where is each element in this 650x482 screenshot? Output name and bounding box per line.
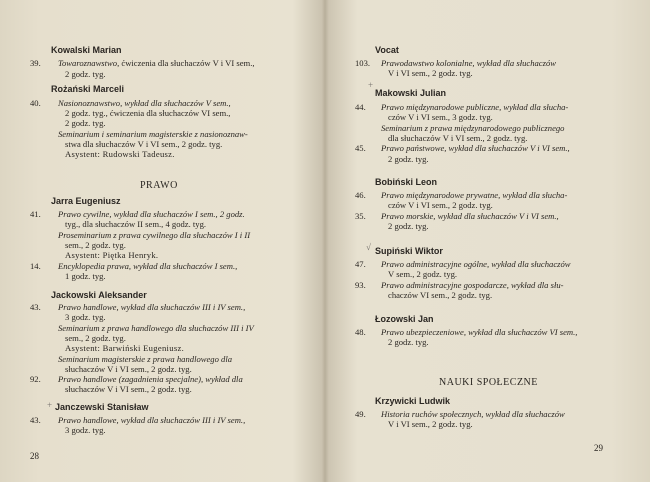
course-line: Prawodawstwo kolonialne, wykład dla słuchaczów: [381, 58, 556, 68]
course-line: Asystent: Piętka Henryk.: [65, 250, 159, 261]
course-line: Seminarium magisterskie z prawa handlowego dla: [58, 353, 233, 364]
course-line: 2 godz. tyg.: [65, 118, 106, 128]
course-number: 35.: [355, 210, 366, 221]
course-line: słuchaczów V i VI sem., 2 godz. tyg.: [65, 384, 192, 395]
course-line: słuchaczów V i VI sem., 2 godz. tyg.: [65, 363, 192, 374]
course-line: Prawo handlowe, wykład dla słuchaczów III i IV sem.,: [58, 415, 246, 425]
course-line: Prawo ubezpieczeniowe, wykład dla słuchaczów VI sem.,: [381, 327, 578, 337]
entry-heading: Supiński Wiktor: [375, 246, 443, 256]
course-line: Seminarium i seminarium magisterskie z nasionoznaw-: [58, 129, 248, 139]
course-line: Nasionoznawstwo, wykład dla słuchaczów V sem.,: [58, 98, 231, 108]
course-number: 44.: [355, 102, 366, 112]
course-line: 1 godz. tyg.: [65, 270, 106, 281]
course-line: Prawo administracyjne ogólne, wykład dla słuchaczów: [381, 259, 571, 269]
course-line: tyg., dla słuchaczów II sem., 4 godz. tyg.: [65, 219, 207, 230]
course-line: chaczów VI sem., 2 godz. tyg.: [388, 289, 493, 300]
course-line: V sem., 2 godz. tyg.: [388, 269, 458, 280]
course-line: Encyklopedia prawa, wykład dla słuchaczów I sem.,: [58, 260, 238, 271]
course-line: 2 godz. tyg.: [388, 220, 429, 231]
course-line: Prawo morskie, wykład dla słuchaczów V i VI sem.,: [381, 210, 559, 221]
course-line: Prawo cywilne, wykład dla słuchaczów I sem., 2 godz.: [58, 209, 245, 219]
course-line: V i VI sem., 2 godz. tyg.: [388, 68, 473, 79]
course-number: 48.: [355, 327, 366, 337]
entry-heading: Bobiński Leon: [375, 177, 438, 187]
entry-heading: Vocat: [375, 45, 399, 55]
course-line: 2 godz. tyg.: [388, 337, 429, 348]
entry-heading: Krzywicki Ludwik: [375, 396, 451, 406]
course-line: 3 godz. tyg.: [65, 312, 106, 323]
entry-heading: Kowalski Marian: [51, 45, 122, 55]
entry-heading: Rożański Marceli: [51, 84, 125, 94]
course-line: Historia ruchów społecznych, wykład dla słuchaczów: [381, 409, 565, 419]
course-line: sem., 2 godz. tyg.: [65, 239, 126, 250]
course-line: Prawo handlowe, wykład dla słuchaczów III i IV sem.,: [58, 302, 246, 312]
course-line: czów V i VI sem., 3 godz. tyg.: [388, 112, 493, 123]
course-line: Asystent: Barwiński Eugeniusz.: [65, 343, 185, 354]
entry-heading: Łozowski Jan: [375, 314, 434, 324]
course-line: V i VI sem., 2 godz. tyg.: [388, 419, 473, 430]
course-line: 2 godz. tyg.: [388, 153, 429, 164]
course-line: sem., 2 godz. tyg.: [65, 332, 126, 343]
course-line: Prawo handlowe (zagadnienia specjalne), wykład dla: [58, 374, 243, 385]
course-line: Asystent: Rudowski Tadeusz.: [65, 149, 175, 159]
course-line: 2 godz. tyg.: [65, 69, 106, 79]
course-number: 92.: [30, 374, 41, 385]
course-line: dla słuchaczów V i VI sem., 2 godz. tyg.: [388, 132, 528, 143]
pencil-mark-icon: +: [368, 80, 374, 90]
course-number: 103.: [355, 58, 371, 68]
course-number: 93.: [355, 279, 366, 290]
section-title: PRAWO: [140, 180, 178, 191]
course-number: 43.: [30, 415, 41, 425]
entry-heading: Makowski Julian: [375, 88, 447, 98]
course-line: Proseminarium z prawa cywilnego dla słuchaczów I i II: [58, 229, 251, 240]
course-number: 46.: [355, 190, 366, 200]
course-line: czów V i VI sem., 2 godz. tyg.: [388, 200, 493, 211]
course-number: 49.: [355, 409, 366, 419]
course-line: Prawo państwowe, wykład dla słuchaczów V i VI sem.,: [381, 143, 570, 154]
course-line: Prawo międzynarodowe prywatne, wykład dla słucha-: [381, 190, 568, 200]
section-title: NAUKI SPOŁECZNE: [439, 377, 538, 388]
pencil-mark-icon: +: [47, 400, 53, 410]
course-line: Seminarium z prawa międzynarodowego publicznego: [381, 122, 565, 133]
course-line: 3 godz. tyg.: [65, 425, 106, 436]
course-line: Towaroznawstwo, ćwiczenia dla słuchaczów V i VI sem.,: [58, 58, 255, 68]
page-number: 28: [30, 451, 39, 461]
course-number: 14.: [30, 260, 41, 271]
course-number: 45.: [355, 143, 366, 154]
course-line: Seminarium z prawa handlowego dla słuchaczów III i IV: [58, 322, 254, 333]
course-number: 47.: [355, 259, 366, 269]
right-page: [326, 0, 650, 482]
course-number: 43.: [30, 302, 41, 312]
course-line: Prawo międzynarodowe publiczne, wykład dla słucha-: [381, 102, 569, 112]
course-line: stwa dla słuchaczów V i VI sem., 2 godz. tyg.: [65, 139, 223, 149]
course-number: 39.: [30, 58, 41, 68]
entry-heading: Janczewski Stanisław: [55, 402, 149, 412]
course-line: 2 godz. tyg., ćwiczenia dla słuchaczów VI sem.,: [65, 108, 231, 118]
course-number: 41.: [30, 209, 41, 219]
entry-heading: Jarra Eugeniusz: [51, 196, 121, 206]
course-number: 40.: [30, 98, 41, 108]
pencil-mark-icon: √: [366, 242, 371, 252]
entry-heading: Jackowski Aleksander: [51, 290, 147, 300]
course-line: Prawo administracyjne gospodarcze, wykład dla słu-: [381, 279, 564, 290]
page-number: 29: [594, 443, 603, 453]
